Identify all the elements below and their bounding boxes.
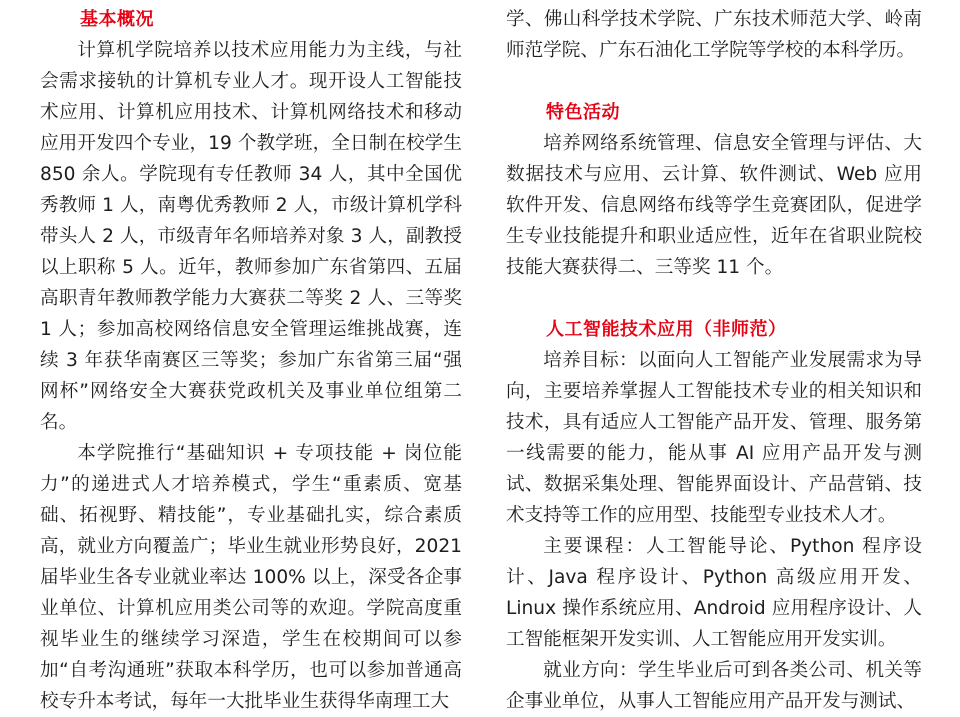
spacer <box>506 66 922 97</box>
section-heading-overview: 基本概况 <box>80 9 154 30</box>
section-heading-ai-program: 人工智能技术应用（非师范） <box>546 319 787 340</box>
spacer <box>506 283 922 314</box>
right-column <box>506 4 922 717</box>
section-heading-activities: 特色活动 <box>546 102 620 123</box>
overview-paragraph-continued: 学、佛山科学技术学院、广东技术师范大学、岭南师范学院、广东石油化工学院等学校的本科学历。 <box>506 9 922 61</box>
overview-paragraph-2: 本学院推行“基础知识 + 专项技能 + 岗位能力”的递进式人才培养模式，学生“重素质、宽基础、拓视野、精技能”，专业基础扎实，综合素质高，就业方向覆盖广；毕业生就业形势良好，2021 届毕业生各专业就业率达 100% 以上，深受各企事业单位、计算机应用类公司等的欢迎。学院高度重视毕业生的继续学习深造，学生在校期间可以参加“自考沟通班”获取本科学历，也可以参加普通高校专升本考试，每年一大批毕业生获得华南理工大 <box>40 443 462 712</box>
ai-main-courses-paragraph: 主要课程：人工智能导论、Python 程序设计、Java 程序设计、Python 高级应用开发、Linux 操作系统应用、Android 应用程序设计、人工智能框架开发实训、人工智能应用开发实训。 <box>506 536 922 650</box>
activities-paragraph: 培养网络系统管理、信息安全管理与评估、大数据技术与应用、云计算、软件测试、Web 应用软件开发、信息网络布线等学生竞赛团队，促进学生专业技能提升和职业适应性，近年在省职业院校技能大赛获得二、三等奖 11 个。 <box>506 133 922 278</box>
left-column <box>40 4 462 717</box>
ai-career-direction-paragraph: 就业方向：学生毕业后可到各类公司、机关等企事业单位，从事人工智能应用产品开发与测试、 <box>506 660 922 712</box>
overview-paragraph-1: 计算机学院培养以技术应用能力为主线，与社会需求接轨的计算机专业人才。现开设人工智能技术应用、计算机应用技术、计算机网络技术和移动应用开发四个专业，19 个教学班，全日制在校学生 850 余人。学院现有专任教师 34 人，其中全国优秀教师 1 人，南粤优秀教师 2 人，市级计算机学科带头人 2 人，市级青年名师培养对象 3 人，副教授以上职称 5 人。近年，教师参加广东省第四、五届高职青年教师教学能力大赛获二等奖 2 人、三等奖 1 人；参加高校网络信息安全管理运维挑战赛，连续 3 年获华南赛区三等奖；参加广东省第三届“强网杯”网络安全大赛获党政机关及事业单位组第二名。 <box>40 40 462 433</box>
ai-training-goal-paragraph: 培养目标：以面向人工智能产业发展需求为导向，主要培养掌握人工智能技术专业的相关知识和技术，具有适应人工智能产品开发、管理、服务第一线需要的能力，能从事 AI 应用产品开发与测试、数据采集处理、智能界面设计、产品营销、技术支持等工作的应用型、技能型专业技术人才。 <box>506 350 922 526</box>
